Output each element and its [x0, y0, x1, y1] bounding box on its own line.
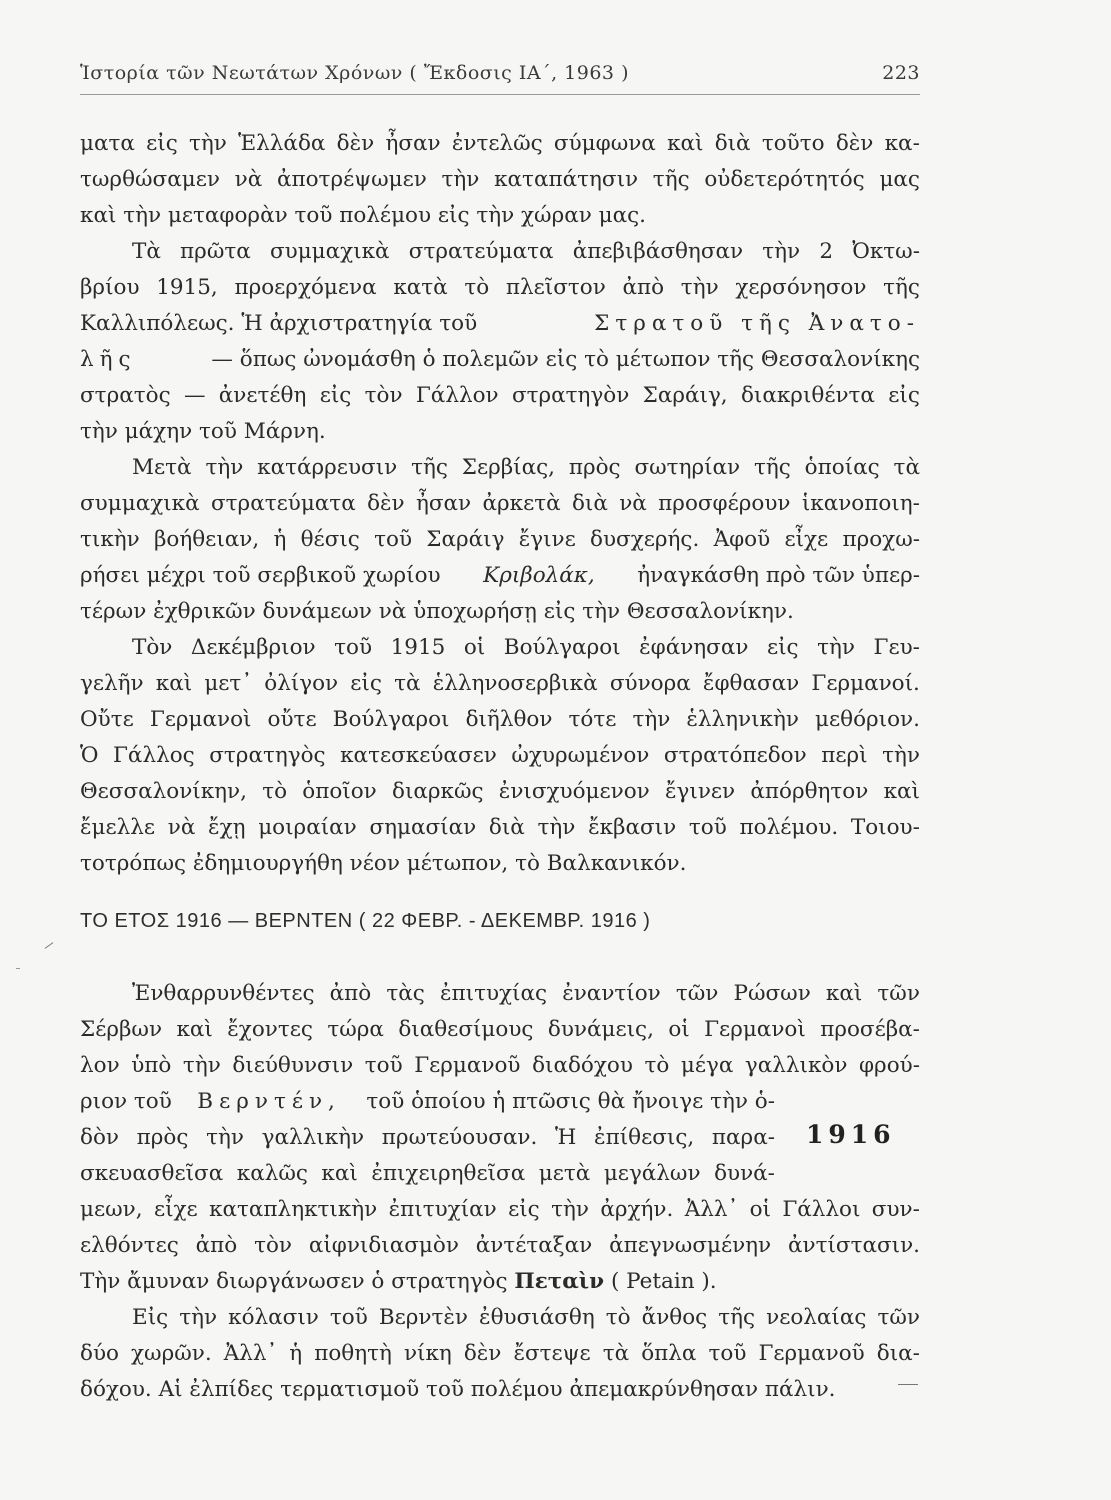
word: τὴν [182, 1053, 221, 1078]
word: κατὰ [393, 275, 448, 300]
word: στρατόπεδον [663, 743, 807, 768]
word: ἔφθασαν [702, 671, 800, 696]
word: ἦσαν [415, 491, 472, 516]
word: διὰ [571, 491, 608, 516]
text-span: Καλλιπόλεως. Ἡ ἀρχιστρατηγία τοῦ [80, 311, 478, 336]
word: σύμφωνα [553, 131, 656, 156]
word: Τὸν [132, 635, 173, 660]
word: κατεσκεύασεν [340, 743, 497, 768]
word: καὶ [155, 671, 193, 696]
text-line [80, 450, 920, 486]
word: Ἀλλ᾿ [223, 1341, 278, 1366]
place-name: Κριβολάκ, [483, 563, 595, 588]
word: ἱκανοποιη- [801, 491, 920, 516]
text-line [80, 774, 920, 810]
word: τὴν [441, 167, 480, 192]
word: στρατηγὸς [209, 743, 326, 768]
word: σημασίαν [369, 815, 477, 840]
text-line [80, 1048, 920, 1084]
word: πρὸς [568, 455, 621, 480]
word: προσφέρουν [658, 491, 791, 516]
word: οἱ [463, 635, 486, 660]
word: Ἐνθαρρυνθέντες [132, 981, 315, 1006]
margin-year: 1916 [806, 1120, 896, 1149]
text-line: τέρων ἐχθρικῶν δυνάμεων νὰ ὑποχωρήσῃ εἰς τὴν Θεσσαλονίκην. [80, 599, 794, 624]
text-line [80, 1012, 920, 1048]
word: τοῦ [708, 1341, 747, 1366]
word: ἀρχήν. [600, 1197, 674, 1222]
word: θέσις [300, 527, 360, 552]
word: Βούλγαροι [332, 707, 450, 732]
word: διακριθέντα [740, 383, 875, 408]
word: εἰς [146, 131, 178, 156]
word: τὸ [605, 1305, 631, 1330]
word: τὴν [179, 1305, 218, 1330]
word: τὸν [254, 1233, 293, 1258]
word: μοιραίαν [258, 815, 357, 840]
word: Γερμανοί. [811, 671, 920, 696]
text-line [80, 558, 920, 594]
word: κόλασιν [228, 1305, 319, 1330]
text-line [80, 666, 920, 702]
word: τὴν [817, 635, 855, 660]
text-span: — ὅπως ὠνομάσθη ὁ πολεμῶν εἰς τὸ μέτωπον τῆς Θεσσαλονίκης [211, 347, 920, 372]
word: στρατὸς [80, 383, 171, 408]
word: τῆς [883, 275, 920, 300]
word: ἔχοντες [227, 1017, 313, 1042]
word: Βερντὲν [378, 1305, 468, 1330]
word: δυνάμεις, [547, 1017, 654, 1042]
text-line [80, 378, 920, 414]
word: συν- [871, 1197, 920, 1222]
word: δυσχερής. [590, 527, 700, 552]
word: Σέρβων [80, 1017, 163, 1042]
word: τότε [568, 707, 617, 732]
text-line [80, 270, 920, 306]
word: πρὸς [136, 1125, 189, 1150]
word: ἀρκετὰ [482, 491, 561, 516]
word: οἱ [668, 1017, 690, 1042]
text-block-2 [80, 976, 920, 1408]
word: δια- [876, 1341, 920, 1366]
word: ὠχυρωμένον [511, 743, 650, 768]
person-name: Πεταὶν [514, 1269, 605, 1294]
word: μας [879, 167, 920, 192]
word: ἔγινε [518, 527, 576, 552]
word: ἀπὸ [329, 981, 372, 1006]
word: ἐπιτυχίας [439, 981, 548, 1006]
word: ελθόντες [80, 1233, 179, 1258]
word: προσέβα- [820, 1017, 920, 1042]
margin-mark [45, 942, 54, 949]
word: διαθεσίμους [398, 1017, 534, 1042]
word: τὴν [882, 743, 920, 768]
spaced-text: Βερντέν, [197, 1089, 341, 1114]
word: αἰφνιδιασμὸν [308, 1233, 459, 1258]
word: Μετὰ [132, 455, 192, 480]
word: τῆς [718, 1305, 756, 1330]
word: γελῆν [80, 671, 144, 696]
word: στρατηγὸν [511, 383, 630, 408]
text-span: ριον τοῦ [80, 1089, 172, 1114]
word: ὀλίγον [264, 671, 339, 696]
word: ἀπεγνωσμένην [609, 1233, 772, 1258]
word: γαλλικὸν [744, 1053, 848, 1078]
word: μεγάλων [603, 1161, 701, 1186]
word: τὸ [644, 1053, 670, 1078]
word: καλῶς [236, 1161, 308, 1186]
word: μεων, [80, 1197, 143, 1222]
word: εἶχε [153, 1197, 198, 1222]
word: 1915 [390, 635, 446, 660]
word: τοῦ [688, 815, 727, 840]
word: εἰς [888, 383, 920, 408]
text-line [80, 486, 920, 522]
word: τὴν [551, 1197, 589, 1222]
word: Ἑλλάδα [238, 131, 326, 156]
word: ἀπὸ [195, 1233, 238, 1258]
book-title: Ἱστορία τῶν Νεωτάτων Χρόνων ( Ἔκδοσις ΙΑ΄, 1963 ) [80, 62, 629, 84]
word: τῶν [877, 1305, 920, 1330]
spaced-text: Στρατοῦ τῆς Ἀνατο- [594, 311, 920, 336]
word: ὁποίας [804, 455, 880, 480]
text-span: ἠναγκάσθη πρὸ τῶν ὑπερ- [637, 563, 920, 588]
text-line [80, 1156, 775, 1192]
word: τὴν [205, 455, 244, 480]
word: ἐφάνησαν [639, 635, 749, 660]
text-line [80, 522, 920, 558]
word: δὸν [80, 1125, 119, 1150]
word: ἐθυσιάσθη [479, 1305, 595, 1330]
text-line [80, 126, 920, 162]
text-line [80, 810, 920, 846]
word: τὴν [632, 707, 671, 732]
word: καὶ [825, 981, 863, 1006]
word: Οὔτε [80, 707, 134, 732]
word: εἰς [508, 1197, 540, 1222]
word: Γερμανοὶ [149, 707, 252, 732]
word: ἐπιχειρηθεῖσα [371, 1161, 526, 1186]
word: Ἀλλ᾿ [684, 1197, 739, 1222]
word: Ὁ [80, 743, 99, 768]
word: Γερμανοῦ [414, 1053, 521, 1078]
text-line [80, 1120, 775, 1156]
running-header [80, 60, 920, 95]
word: Γάλλον [415, 383, 499, 408]
word: ὁποῖον [302, 779, 377, 804]
word: Γάλλος [113, 743, 195, 768]
word: Ὀκτω- [852, 239, 920, 264]
word: στρατεύματα [210, 491, 356, 516]
word: ἐντελῶς [451, 131, 543, 156]
word: κα- [884, 131, 920, 156]
word: 2 [819, 239, 834, 264]
word: τοῦ [334, 635, 373, 660]
word: Ἀφοῦ [713, 527, 771, 552]
word: εἰς [350, 671, 382, 696]
word: Σαράιγ, [642, 383, 728, 408]
word: 1915, [156, 275, 218, 300]
margin-mark [16, 968, 20, 969]
word: τὸν [364, 383, 403, 408]
word: ἐπιτυχίαν [388, 1197, 497, 1222]
word: Γευ- [873, 635, 920, 660]
text-line: τοτρόπως ἐδημιουργήθη νέον μέτωπον, τὸ Βαλκανικόν. [80, 851, 687, 876]
text-line [80, 162, 920, 198]
text-line [80, 1192, 920, 1228]
word: ἔκβασιν [588, 815, 677, 840]
word: καὶ [321, 1161, 358, 1186]
margin-mark [898, 1384, 918, 1385]
word: τῆς [411, 455, 448, 480]
word: φρού- [859, 1053, 920, 1078]
word: εἰς [766, 635, 799, 660]
word: διαρκῶς [392, 779, 484, 804]
word: ἄνθος [641, 1305, 708, 1330]
word: Ρώσων [733, 981, 811, 1006]
word: οὐδετερότητός [704, 167, 865, 192]
word: τῆς [652, 167, 690, 192]
word: Δεκέμβριον [190, 635, 316, 660]
word: κατάρρευσιν [257, 455, 398, 480]
word: παρα- [711, 1125, 775, 1150]
word: — [183, 383, 206, 408]
word: ἀντέταξαν [475, 1233, 593, 1258]
text-line [80, 1084, 775, 1120]
word: προχω- [842, 527, 920, 552]
word: περὶ [821, 743, 868, 768]
word: Τοιου- [850, 815, 920, 840]
word: ὅπλα [641, 1341, 697, 1366]
word: τὰ [893, 455, 920, 480]
word: Τὰ [132, 239, 161, 264]
word: Σαράιγ [426, 527, 505, 552]
word: ἔγινεν [665, 779, 736, 804]
word: τοῦ [329, 1305, 368, 1330]
word: δύο [80, 1341, 119, 1366]
word: Βούλγαροι [503, 635, 621, 660]
word: γαλλικὴν [261, 1125, 365, 1150]
word: τῶν [675, 981, 719, 1006]
word: τὸ [464, 275, 490, 300]
word: τικὴν [80, 527, 140, 552]
word: νεολαίας [766, 1305, 867, 1330]
word: τωρθώσαμεν [80, 167, 220, 192]
word: σωτηρίαν [634, 455, 741, 480]
word: Σερβίας, [461, 455, 555, 480]
word: πρῶτα [180, 239, 251, 264]
word: καταπληκτικὴν [209, 1197, 378, 1222]
word: ἀπὸ [622, 275, 665, 300]
word: δυνά- [714, 1161, 775, 1186]
word: τὰς [386, 981, 425, 1006]
word: ἀντίστασιν. [787, 1233, 920, 1258]
word: Γάλλοι [782, 1197, 861, 1222]
text-line [80, 306, 920, 342]
word: νὰ [167, 815, 196, 840]
word: τὴν [206, 1125, 244, 1150]
word: ποθητὴ [314, 1341, 392, 1366]
word: πολέμου. [739, 815, 839, 840]
text-line [80, 702, 920, 738]
word: Εἰς [132, 1305, 169, 1330]
word: ἐνισχυόμενον [498, 779, 650, 804]
word: νίκη [403, 1341, 452, 1366]
word: διεύθυνσιν [232, 1053, 354, 1078]
word: ἑλληνοσερβικὰ [432, 671, 598, 696]
text-line [80, 234, 920, 270]
text-span: ρήσει μέχρι τοῦ σερβικοῦ χωρίου [80, 563, 441, 588]
text-line: καὶ τὴν μεταφορὰν τοῦ πολέμου εἰς τὴν χώραν μας. [80, 203, 647, 228]
word: διῆλθον [465, 707, 553, 732]
word: ὑπὸ [131, 1053, 172, 1078]
word: λον [80, 1053, 120, 1078]
word: νὰ [619, 491, 647, 516]
text-line [80, 342, 920, 378]
word: τοῦτο [761, 131, 825, 156]
word: συμμαχικὰ [80, 491, 200, 516]
word: οἱ [749, 1197, 771, 1222]
word: Γερμανοῦ [758, 1341, 865, 1366]
text-line [80, 630, 920, 666]
text-line [80, 738, 920, 774]
word: καὶ [176, 1017, 213, 1042]
word: ἀνετέθη [218, 383, 307, 408]
word: μετὰ [538, 1161, 591, 1186]
word: τὴν [680, 275, 719, 300]
word: τὰ [602, 1341, 630, 1366]
word: μεθόριον. [815, 707, 920, 732]
word: διαδόχου [532, 1053, 633, 1078]
word: τὰ [394, 671, 421, 696]
word: ἔμελλε [80, 815, 156, 840]
text-span: τοῦ ὁποίου ἡ πτῶσις θὰ ἤνοιγε τὴν ὁ- [366, 1089, 775, 1114]
word: δὲν [336, 131, 375, 156]
word: χωρῶν. [131, 1341, 212, 1366]
word: δὲν [367, 491, 405, 516]
word: σύνορα [609, 671, 691, 696]
word: δὲν [835, 131, 874, 156]
word: ἐπίθεσις, [594, 1125, 695, 1150]
word: τὴν [762, 239, 801, 264]
word: ἑλληνικὴν [686, 707, 799, 732]
word: στρατεύματα [408, 239, 554, 264]
word: τοῦ [374, 527, 413, 552]
word: χερσόνησον [735, 275, 867, 300]
word: ἀπόρθητον [750, 779, 869, 804]
word: ἦσαν [385, 131, 441, 156]
word: ἀποτρέψωμεν [276, 167, 427, 192]
word: καὶ [883, 779, 920, 804]
word: Ἡ [555, 1125, 577, 1150]
page-number: 223 [882, 62, 920, 84]
text-block-1 [80, 126, 920, 882]
word: ἀπεβιβάσθησαν [572, 239, 744, 264]
word: βοήθειαν, [153, 527, 260, 552]
word: καταπάτησιν [494, 167, 639, 192]
word: νὰ [234, 167, 263, 192]
word: ἡ [289, 1341, 303, 1366]
word: καὶ [667, 131, 704, 156]
word: τὴν [537, 815, 576, 840]
word: τώρα [327, 1017, 384, 1042]
word: δὲν [463, 1341, 502, 1366]
text-span: Τὴν ἄμυναν διωργάνωσεν ὁ στρατηγὸς [80, 1269, 508, 1294]
word: Θεσσαλονίκην, [80, 779, 247, 804]
word: βρίου [80, 275, 140, 300]
word: προερχόμενα [234, 275, 377, 300]
word: μέγα [680, 1053, 734, 1078]
word: τὸ [262, 779, 288, 804]
word: ἔχῃ [208, 815, 246, 840]
word: πρωτεύουσαν. [381, 1125, 538, 1150]
word: Γερμανοὶ [704, 1017, 806, 1042]
text-line [80, 1300, 920, 1336]
word: τῆς [753, 455, 791, 480]
word: τῶν [877, 981, 920, 1006]
text-span: ( Petain ). [610, 1269, 717, 1294]
text-line: τὴν μάχην τοῦ Μάρνη. [80, 419, 326, 444]
word: ἐναντίον [562, 981, 661, 1006]
text-line [80, 976, 920, 1012]
word: μετ᾿ [204, 671, 253, 696]
word: διὰ [488, 815, 525, 840]
word: πλεῖστον [505, 275, 606, 300]
word: συμμαχικὰ [269, 239, 390, 264]
word: οὔτε [267, 707, 317, 732]
word: τοῦ [364, 1053, 403, 1078]
text-line [80, 1228, 920, 1264]
text-line: δόχου. Αἱ ἐλπίδες τερματισμοῦ τοῦ πολέμου ἀπεμακρύνθησαν πάλιν. [80, 1377, 836, 1402]
word: εἰς [319, 383, 352, 408]
text-line [80, 1336, 920, 1372]
word: ματα [80, 131, 135, 156]
text-line [80, 1264, 920, 1300]
word: τὴν [189, 131, 227, 156]
word: ἡ [273, 527, 287, 552]
word: σκευασθεῖσα [80, 1161, 224, 1186]
spaced-text: λῆς [80, 347, 137, 372]
section-heading: ΤΟ ΕΤΟΣ 1916 — ΒΕΡΝΤΕΝ ( 22 ΦΕΒΡ. - ΔΕΚΕΜΒΡ. 1916 ) [80, 910, 651, 932]
word: διὰ [714, 131, 751, 156]
word: εἶχε [784, 527, 829, 552]
word: ἔστεψε [513, 1341, 591, 1366]
